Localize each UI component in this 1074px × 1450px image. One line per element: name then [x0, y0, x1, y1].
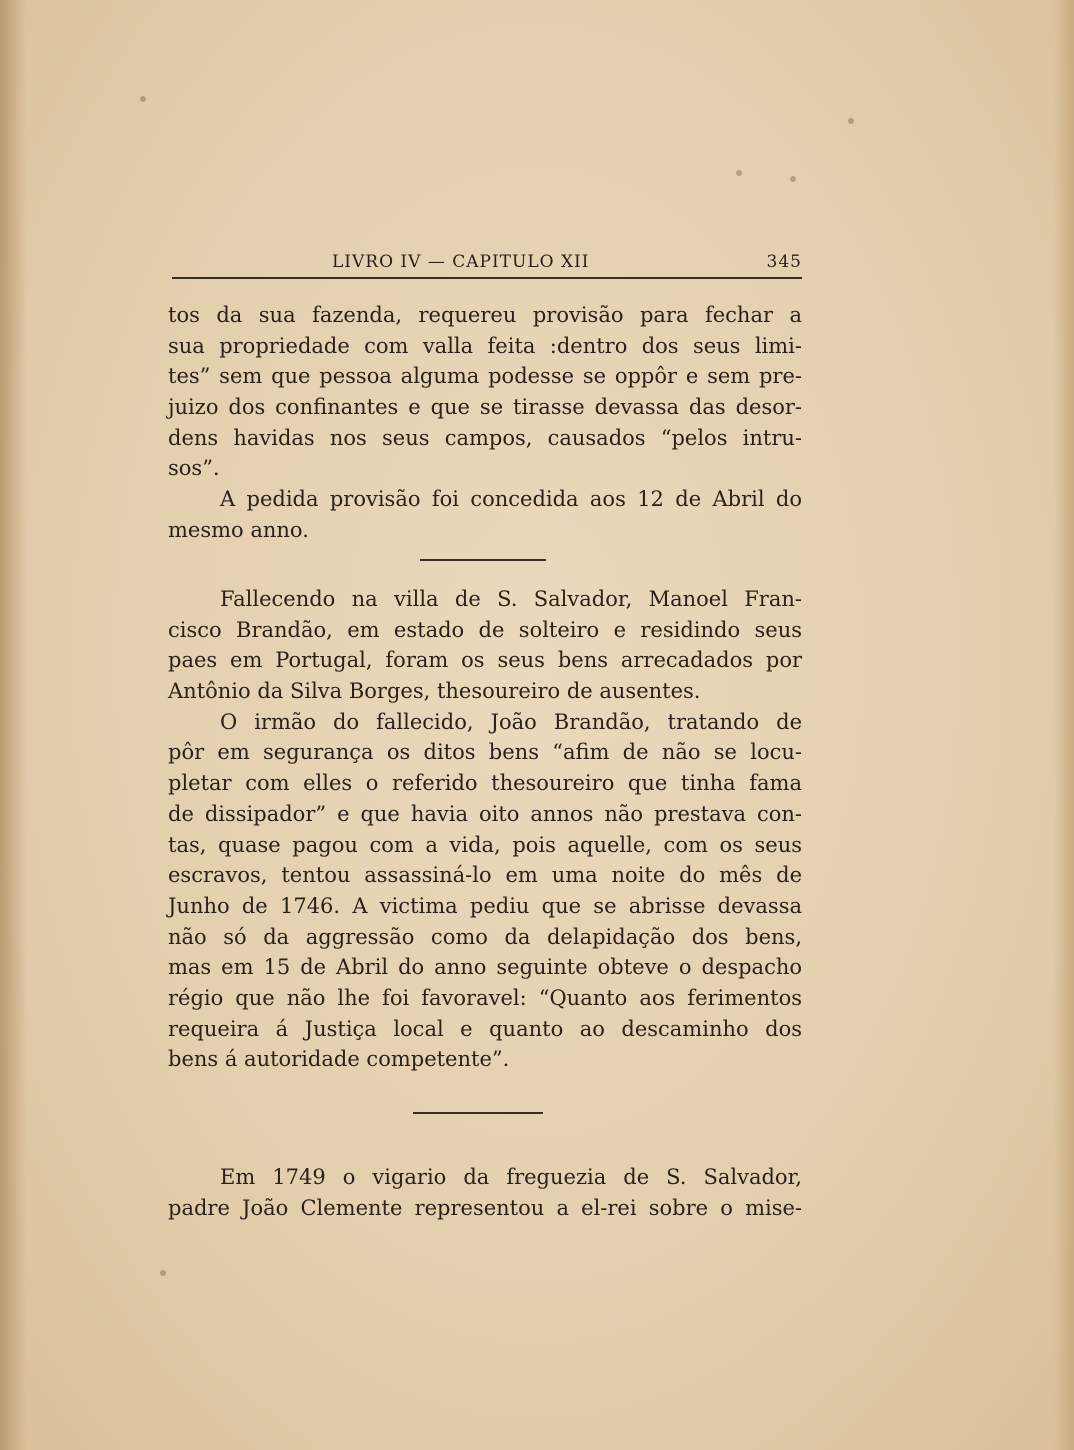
text-line: não só da aggressão como da delapidação dos bens, [168, 924, 802, 949]
text-line: tas, quase pagou com a vida, pois aquelle, com os seus [168, 832, 802, 857]
paper-spot [790, 176, 796, 182]
section-separator [420, 559, 546, 561]
text-line: mas em 15 de Abril do anno seguinte obteve o despacho [168, 955, 802, 980]
page-edge-left [0, 0, 26, 1450]
paragraph-block-3 [168, 1162, 802, 1223]
text-line: escravos, tentou assassiná-lo em uma noite do mês de [168, 863, 802, 888]
paper-spot [160, 1270, 166, 1276]
text-line: pletar com elles o referido thesoureiro que tinha fama [168, 771, 802, 796]
paper-spot [140, 96, 146, 102]
paragraph-block-2 [168, 584, 802, 1075]
text-line: paes em Portugal, foram os seus bens arrecadados por [168, 648, 802, 673]
chapter-title: LIVRO IV — CAPITULO XII [332, 252, 590, 272]
text-line: pôr em segurança os ditos bens “afim de não se locu- [168, 740, 802, 765]
text-line: tes” sem que pessoa alguma podesse se oppôr e sem pre- [168, 364, 802, 389]
paper-spot [848, 118, 854, 124]
text-line: tos da sua fazenda, requereu provisão para fechar a [168, 303, 802, 327]
running-header [172, 252, 802, 278]
section-separator [413, 1112, 543, 1114]
text-line: sua propriedade com valla feita :dentro dos seus limi- [168, 333, 802, 358]
text-line: O irmão do fallecido, João Brandão, tratando de [220, 709, 802, 734]
text-line: de dissipador” e que havia oito annos não prestava con- [168, 801, 802, 826]
text-line: A pedida provisão foi concedida aos 12 de Abril do [220, 487, 802, 512]
text-line: cisco Brandão, em estado de solteiro e residindo seus [168, 617, 802, 642]
text-line: sos”. [168, 456, 220, 481]
text-line: requeira á Justiça local e quanto ao descaminho dos [168, 1016, 802, 1041]
text-line: régio que não lhe foi favoravel: “Quanto aos ferimentos [168, 985, 802, 1010]
text-line: mesmo anno. [168, 517, 309, 542]
text-line: padre João Clemente representou a el-rei sobre o mise- [168, 1195, 802, 1220]
header-rule [172, 277, 802, 279]
paper-spot [736, 170, 742, 176]
text-line: Em 1749 o vigario da freguezia de S. Salvador, [220, 1165, 802, 1189]
text-line: Fallecendo na villa de S. Salvador, Manoel Fran- [220, 587, 802, 611]
text-line: dens havidas nos seus campos, causados “pelos intru- [168, 425, 802, 450]
paragraph-block-1 [168, 300, 802, 546]
text-line: Junho de 1746. A victima pediu que se abrisse devassa [168, 893, 802, 918]
page-number: 345 [766, 252, 802, 272]
text-line: Antônio da Silva Borges, thesoureiro de ausentes. [168, 679, 701, 704]
page-edge-right [1054, 0, 1074, 1450]
text-line: juizo dos confinantes e que se tirasse devassa das desor- [168, 395, 802, 420]
text-line: bens á autoridade competente”. [168, 1047, 510, 1072]
